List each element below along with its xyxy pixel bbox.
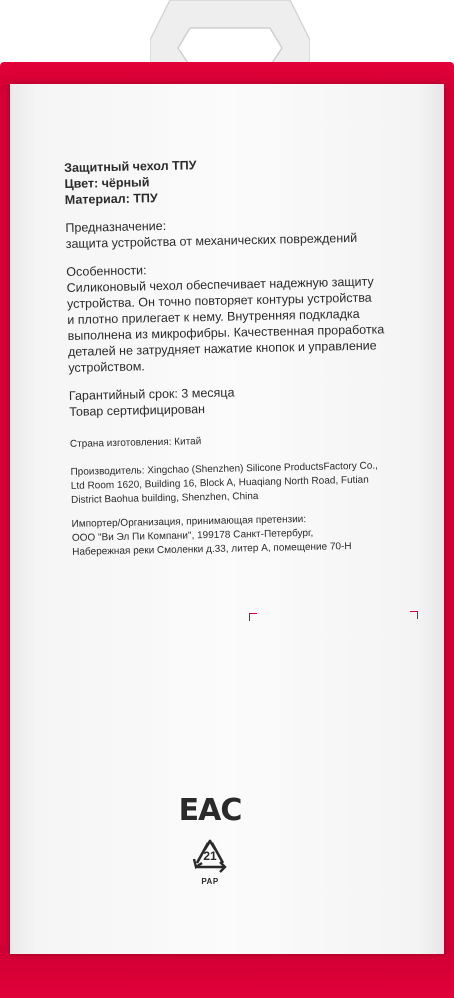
warranty-term: Гарантийный срок: 3 месяца [68,385,235,403]
product-title: Защитный чехол ТПУ [64,158,197,175]
features-line: выполнена из микрофибры. Качественная проработка [67,322,385,343]
features-line: деталей не затрудняет нажатие кнопок и управление [67,338,377,359]
purpose-heading: Предназначение: [65,218,167,235]
product-color: Цвет: чёрный [64,175,150,191]
features-line: и плотно прилегает к нему. Внутренняя подкладка [67,306,360,327]
certified-note: Товар сертифицирован [69,402,206,419]
features-section [66,257,418,376]
manufacturer-line: Производитель: Xingchao (Shenzhen) Silicone ProductsFactory Co., [70,460,379,478]
manufacturer-line: Ltd Room 1620, Building 16, Block A, Huaqiang North Road, Futian [70,474,369,492]
origin-text: Страна изготовления: Китай [69,436,202,450]
warranty-section [69,381,420,420]
features-line: Силиконовый чехол обеспечивает надежную защиту [66,274,374,295]
product-material: Материал: ТПУ [64,191,158,207]
manufacturer-line: District Baohua building, Shenzhen, China [71,491,259,506]
certification-marks [180,795,240,886]
importer-line: ООО "Ви Эл Пи Компани", 199178 Санкт-Петербург, [71,527,314,544]
recycle-icon [190,837,230,877]
manufacturer-section [70,459,421,508]
recycle-number: 21 [203,849,217,863]
corner-mark-left [249,613,257,621]
hanger-hole [178,28,282,66]
origin-country [70,431,420,452]
features-line: устройством. [68,359,145,375]
product-info [64,153,415,208]
corner-mark-right [410,611,418,619]
features-heading: Особенности: [66,263,147,279]
importer-line: Импортер/Организация, принимающая претензии: [71,514,307,530]
product-label-text [64,153,423,570]
importer-line: Набережная реки Смоленки д.33, литер А, помещение 70-Н [72,541,352,558]
purpose-text: защита устройства от механических повреждений [65,230,358,251]
red-edge-left [0,92,10,946]
eac-mark: EAC [178,793,242,828]
red-edge-right [444,92,454,946]
recycle-code: PAP [201,877,219,886]
purpose-section [65,213,416,252]
features-line: устройства. Он точно повторяет контуры устройства [66,290,372,311]
importer-section [71,511,422,560]
